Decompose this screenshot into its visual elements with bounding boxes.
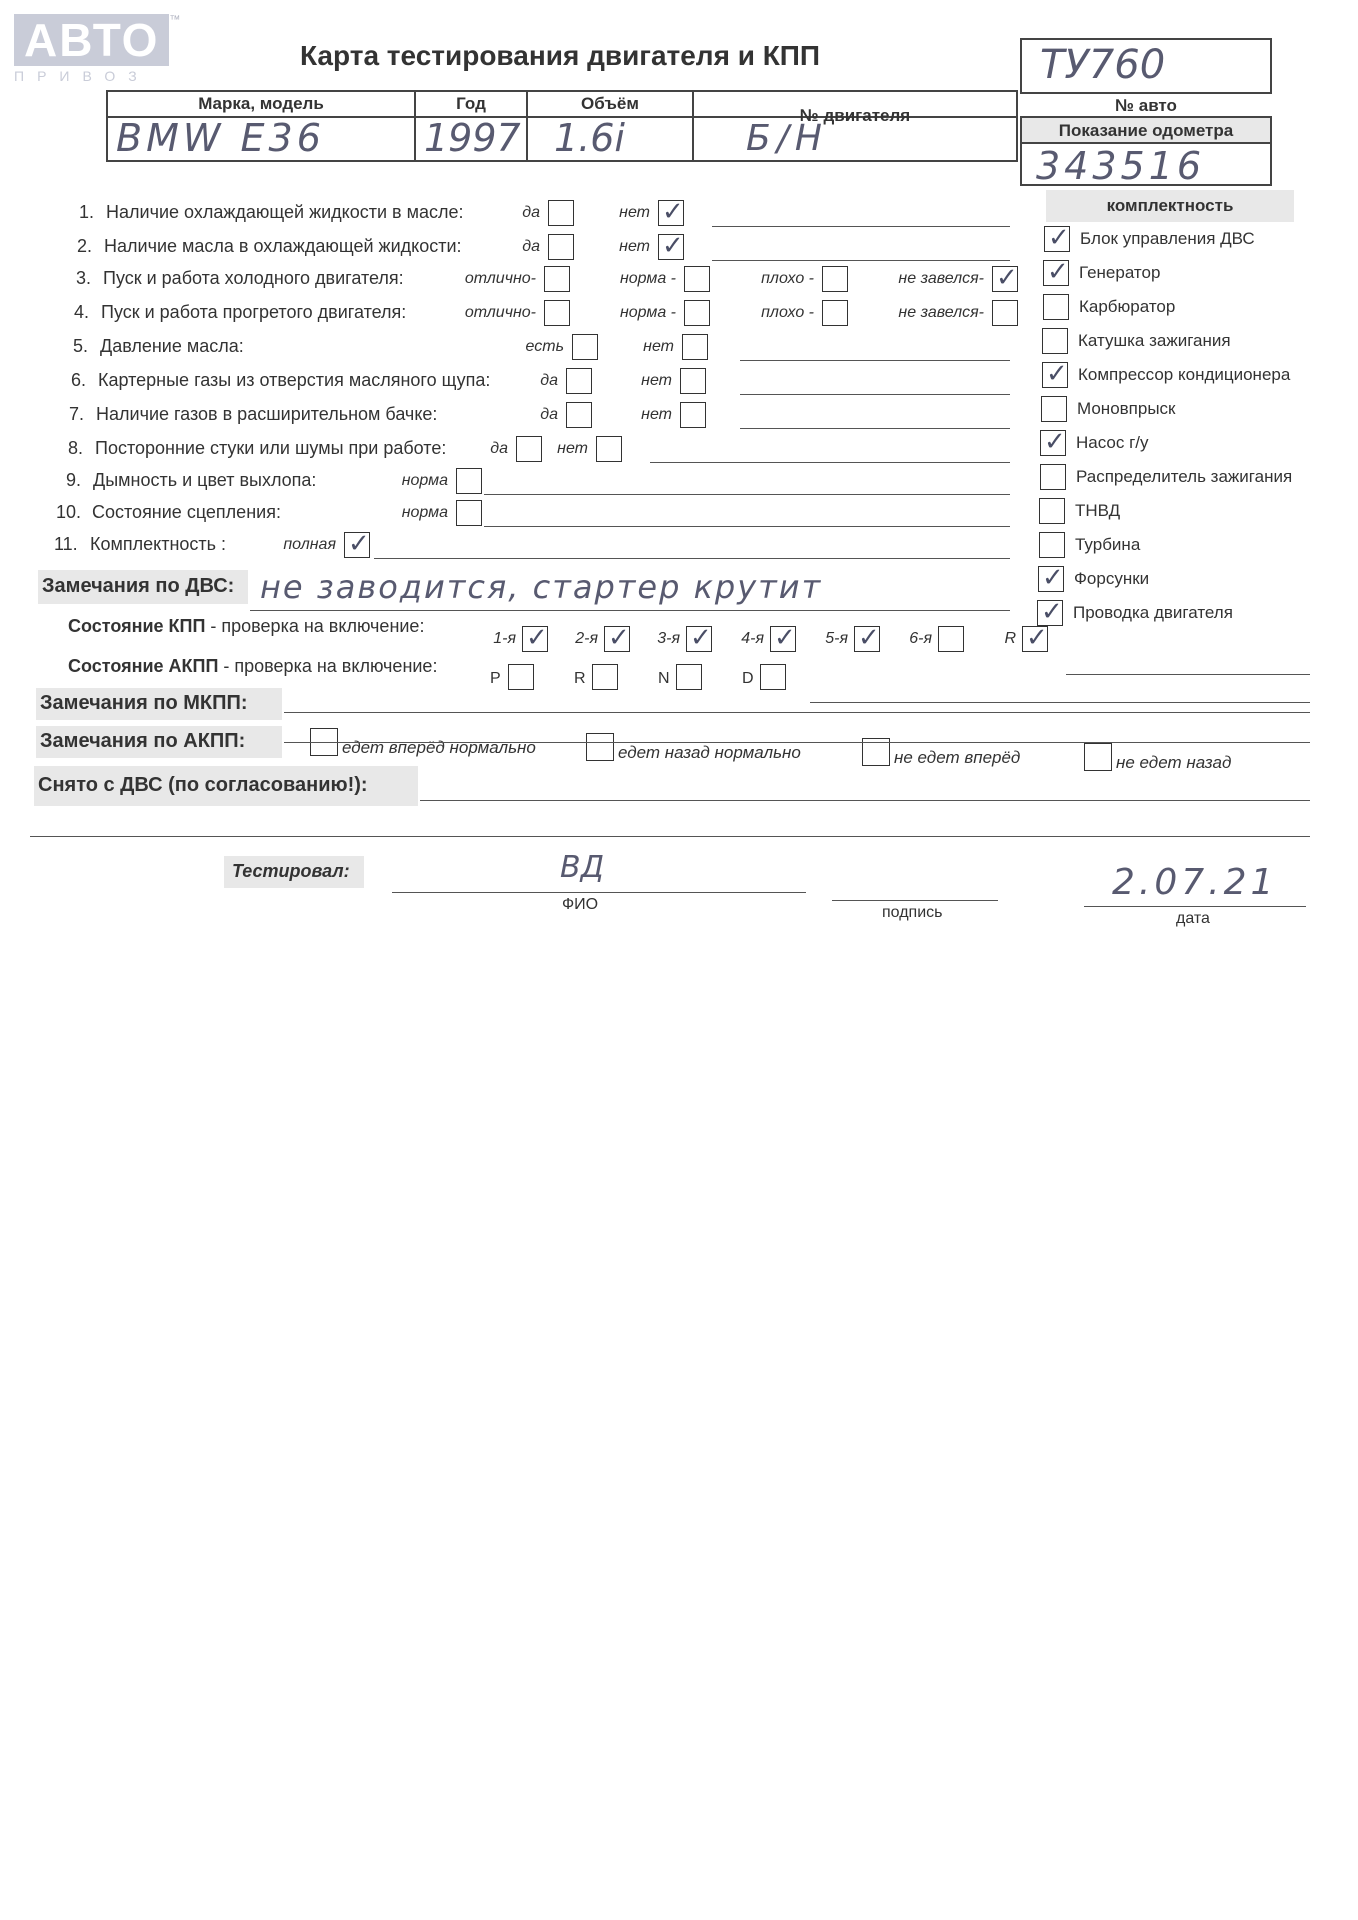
question-text: Состояние сцепления: (92, 502, 281, 522)
kpp-label: Состояние КПП (68, 616, 206, 636)
document-title: Карта тестирования двигателя и КПП (300, 40, 821, 71)
brand-value: BMW E36 (116, 116, 325, 160)
gear-label: 1-я (493, 630, 516, 647)
question-text: Пуск и работа холодного двигателя: (103, 268, 404, 288)
kit-item-label: Форсунки (1074, 569, 1150, 588)
odometer-label: Показание одометра (1058, 121, 1234, 140)
question-number: 7. (68, 404, 84, 424)
answer-line (740, 360, 1010, 361)
remarks-engine-line (250, 610, 1010, 611)
question-number: 9. (65, 470, 81, 490)
option-label: отлично- (464, 270, 536, 287)
sign-label: подпись (882, 904, 943, 921)
kit-item-label: Компрессор кондиционера (1078, 365, 1291, 384)
date-value: 2.07.21 (1112, 862, 1278, 903)
kit-item-label: Насос г/у (1076, 433, 1149, 452)
checkbox-checked[interactable] (344, 532, 370, 558)
logo-main: АВТО (14, 14, 169, 66)
checkbox-checked[interactable] (658, 200, 684, 226)
year-label: Год (456, 94, 486, 113)
akpp-checkbox[interactable] (592, 664, 618, 690)
kit-item-label: ТНВД (1075, 501, 1121, 520)
gear-label: 6-я (909, 630, 932, 647)
engine-no-value: Б/Н (746, 118, 828, 159)
question-number: 3. (75, 268, 91, 288)
kit-item-label: Моновпрыск (1077, 399, 1176, 418)
option-label: норма - (619, 304, 676, 321)
akpp-remark-label: едет вперёд нормально (342, 738, 536, 757)
kit-item-label: Проводка двигателя (1073, 603, 1233, 622)
akpp-suffix: - проверка на включение: (218, 656, 438, 676)
volume-label: Объём (581, 94, 639, 113)
kit-item-label: Катушка зажигания (1078, 331, 1231, 350)
answer-line (374, 558, 1010, 559)
option-label: нет (643, 338, 674, 355)
kit-item-label: Генератор (1079, 263, 1161, 282)
answer-line (712, 260, 1010, 261)
checkbox[interactable] (456, 468, 482, 494)
question-number: 2. (76, 236, 92, 256)
fio-line (392, 892, 806, 893)
question-text: Наличие масла в охлаждающей жидкости: (104, 236, 462, 256)
kit-checkbox-checked[interactable] (1043, 260, 1069, 286)
checkbox-checked[interactable] (658, 234, 684, 260)
answer-line (712, 226, 1010, 227)
kit-checkbox-checked[interactable] (1040, 430, 1066, 456)
akpp-checkbox[interactable] (508, 664, 534, 690)
kit-item-label: Турбина (1075, 535, 1141, 554)
answer-line (740, 394, 1010, 395)
removed-line-1 (420, 800, 1310, 801)
option-label: норма - (619, 270, 676, 287)
akpp-position-label: D (742, 670, 754, 687)
kit-checkbox-checked[interactable] (1042, 362, 1068, 388)
akpp-checkbox[interactable] (760, 664, 786, 690)
option-label: да (540, 406, 558, 423)
option-label: не завелся- (898, 304, 984, 321)
kit-checkbox[interactable] (1039, 532, 1065, 558)
option-label: плохо - (761, 270, 814, 287)
engine-no-label: № двигателя (799, 106, 911, 125)
question-number: 8. (67, 438, 83, 458)
remarks-mkpp-label: Замечания по МКПП: (40, 692, 248, 714)
fio-value: ВД (560, 850, 605, 885)
kit-item-label: Блок управления ДВС (1080, 229, 1255, 248)
gear-label: 5-я (825, 630, 848, 647)
removed-label: Снято с ДВС (по согласованию!): (38, 774, 368, 796)
checkbox[interactable] (992, 300, 1018, 326)
fio-label: ФИО (562, 896, 599, 913)
gear-checkbox-checked[interactable] (1022, 626, 1048, 652)
akpp-remark-checkbox[interactable] (1084, 743, 1112, 771)
remarks-engine-value: не заводится, стартер крутит (260, 568, 823, 606)
akpp-label-row (68, 656, 437, 677)
brand-label: Марка, модель (198, 94, 324, 113)
question-number: 10. (56, 502, 82, 522)
option-label: да (522, 204, 540, 221)
checkbox[interactable] (822, 300, 848, 326)
gear-label: 4-я (741, 630, 764, 647)
gear-label: 3-я (657, 630, 680, 647)
kit-checkbox[interactable] (1042, 328, 1068, 354)
answer-line (484, 494, 1010, 495)
option-label: плохо - (761, 304, 814, 321)
kit-item-label: Карбюратор (1079, 297, 1176, 316)
option-label: есть (525, 338, 564, 355)
answer-line (650, 462, 1010, 463)
kit-item-label: Распределитель зажигания (1076, 467, 1293, 486)
kit-checkbox[interactable] (1043, 294, 1069, 320)
option-label: норма (401, 504, 448, 521)
kit-checkbox[interactable] (1040, 464, 1066, 490)
akpp-line (810, 702, 1310, 703)
kpp-line (1066, 674, 1310, 675)
akpp-position-label: P (490, 670, 501, 687)
date-label: дата (1176, 910, 1210, 927)
removed-line-2 (30, 836, 1310, 837)
option-label: нет (641, 406, 672, 423)
option-label: норма (401, 472, 448, 489)
option-label: не завелся- (898, 270, 984, 287)
option-label: полная (283, 536, 336, 553)
option-label: нет (557, 440, 588, 457)
akpp-remark-checkbox[interactable] (586, 733, 614, 761)
tested-label: Тестировал: (232, 861, 350, 881)
akpp-checkbox[interactable] (676, 664, 702, 690)
question-number: 1. (78, 202, 94, 222)
kit-checkbox-checked[interactable] (1044, 226, 1070, 252)
option-label: нет (619, 204, 650, 221)
answer-line (740, 428, 1010, 429)
kit-checkbox[interactable] (1041, 396, 1067, 422)
option-label: отлично- (464, 304, 536, 321)
checkbox-checked[interactable] (992, 266, 1018, 292)
akpp-remark-label: не едет вперёд (894, 748, 1021, 767)
option-label: нет (619, 238, 650, 255)
kpp-label-row (68, 616, 424, 637)
checkbox[interactable] (682, 334, 708, 360)
answer-line (484, 526, 1010, 527)
question-text: Наличие охлаждающей жидкости в масле: (106, 202, 464, 222)
option-label: да (522, 238, 540, 255)
header-table (106, 90, 1018, 162)
remarks-engine-label: Замечания по ДВС: (42, 575, 235, 597)
gear-label: 2-я (575, 630, 598, 647)
akpp-position-label: N (658, 670, 670, 687)
remarks-akpp-label: Замечания по АКПП: (40, 730, 246, 752)
question-number: 5. (72, 336, 88, 356)
kpp-suffix: - проверка на включение: (205, 616, 425, 636)
question-text: Пуск и работа прогретого двигателя: (101, 302, 407, 322)
car-number-label: № авто (1115, 96, 1177, 115)
akpp-remark-label: едет назад нормально (618, 743, 801, 762)
volume-value: 1.6i (554, 116, 625, 160)
logo (14, 14, 180, 84)
odometer-value: 343516 (1036, 144, 1206, 188)
question-text: Картерные газы из отверстия масляного щупа: (98, 370, 491, 390)
question-text: Наличие газов в расширительном бачке: (96, 404, 438, 424)
kit-checkbox-checked[interactable] (1038, 566, 1064, 592)
kit-title: комплектность (1106, 196, 1234, 215)
remarks-akpp-line (284, 742, 1310, 743)
question-number: 6. (70, 370, 86, 390)
checkbox[interactable] (822, 266, 848, 292)
akpp-position-label: R (574, 670, 586, 687)
remarks-mkpp-line (284, 712, 1310, 713)
year-value: 1997 (424, 116, 521, 160)
checkbox[interactable] (596, 436, 622, 462)
option-label: нет (641, 372, 672, 389)
odometer-box (1020, 116, 1272, 186)
akpp-remark-label: не едет назад (1116, 753, 1232, 772)
akpp-label: Состояние АКПП (68, 656, 219, 676)
question-text: Давление масла: (100, 336, 244, 356)
sign-line (832, 900, 998, 901)
logo-sub: ПРИВОЗ (14, 68, 150, 84)
car-number-box (1020, 38, 1272, 94)
engine-no-cell (692, 90, 1018, 162)
question-text: Посторонние стуки или шумы при работе: (95, 438, 447, 458)
option-label: да (490, 440, 508, 457)
gear-label: R (1004, 630, 1016, 647)
question-number: 4. (73, 302, 89, 322)
option-label: да (540, 372, 558, 389)
question-text: Дымность и цвет выхлопа: (93, 470, 317, 490)
checkbox[interactable] (680, 402, 706, 428)
logo-tm: ™ (169, 14, 181, 26)
checkbox[interactable] (456, 500, 482, 526)
kit-checkbox[interactable] (1039, 498, 1065, 524)
question-number: 11. (54, 534, 78, 554)
question-text: Комплектность : (90, 534, 227, 554)
date-line (1084, 906, 1306, 907)
car-number-value: ТУ760 (1040, 42, 1166, 88)
checkbox[interactable] (680, 368, 706, 394)
